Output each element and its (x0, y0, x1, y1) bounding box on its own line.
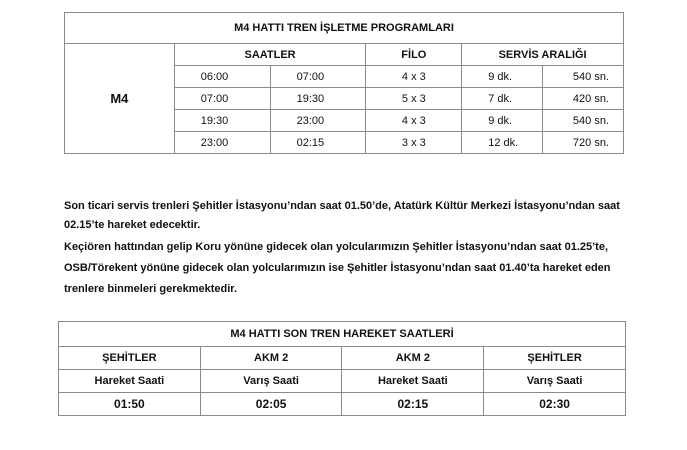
line-label: M4 (65, 44, 175, 154)
time-value: 02:30 (484, 393, 626, 416)
interval-min: 9 dk. (462, 110, 543, 132)
time-type: Hareket Saati (59, 370, 201, 393)
interval-header: SERVİS ARALIĞI (462, 44, 624, 66)
station-name: ŞEHİTLER (484, 347, 626, 370)
fleet-value: 4 x 3 (366, 110, 462, 132)
time-value: 02:15 (342, 393, 484, 416)
interval-min: 7 dk. (462, 88, 543, 110)
hours-header: SAATLER (174, 44, 366, 66)
station-name: ŞEHİTLER (59, 347, 201, 370)
last-train-title: M4 HATTI SON TREN HAREKET SAATLERİ (59, 322, 626, 347)
time-type: Varış Saati (484, 370, 626, 393)
start-time: 06:00 (174, 66, 270, 88)
station-name: AKM 2 (200, 347, 342, 370)
fleet-value: 5 x 3 (366, 88, 462, 110)
note-last-service: Son ticari servis trenleri Şehitler İstasyonu’ndan saat 01.50’de, Atatürk Kültür Merkezi İstasyonu’ndan saat 02.15’te hareket edecektir. (64, 200, 620, 231)
last-train-table (58, 321, 626, 416)
end-time: 02:15 (270, 132, 366, 154)
time-type: Varış Saati (200, 370, 342, 393)
end-time: 23:00 (270, 110, 366, 132)
end-time: 19:30 (270, 88, 366, 110)
schedule-table (64, 12, 624, 154)
time-value: 02:05 (200, 393, 342, 416)
schedule-title: M4 HATTI TREN İŞLETME PROGRAMLARI (65, 13, 624, 44)
interval-min: 12 dk. (462, 132, 543, 154)
fleet-value: 4 x 3 (366, 66, 462, 88)
start-time: 23:00 (174, 132, 270, 154)
interval-sec: 540 sn. (543, 110, 624, 132)
fleet-header: FİLO (366, 44, 462, 66)
interval-sec: 720 sn. (543, 132, 624, 154)
station-name: AKM 2 (342, 347, 484, 370)
note-transfer: Keçiören hattından gelip Koru yönüne gidecek olan yolcularımızın Şehitler İstasyonu’ndan saat 01.25’te, OSB/Törekent yönüne gidecek olan yolcularımızın ise Şehitler İstasyonu’ndan saat 01.40’ta hareket eden trenlere binmeleri gerekmektedir. (64, 241, 611, 295)
end-time: 07:00 (270, 66, 366, 88)
table-row (59, 393, 626, 416)
start-time: 07:00 (174, 88, 270, 110)
time-type: Hareket Saati (342, 370, 484, 393)
time-value: 01:50 (59, 393, 201, 416)
interval-sec: 540 sn. (543, 66, 624, 88)
interval-sec: 420 sn. (543, 88, 624, 110)
interval-min: 9 dk. (462, 66, 543, 88)
fleet-value: 3 x 3 (366, 132, 462, 154)
table-row (59, 347, 626, 370)
table-row (59, 370, 626, 393)
start-time: 19:30 (174, 110, 270, 132)
